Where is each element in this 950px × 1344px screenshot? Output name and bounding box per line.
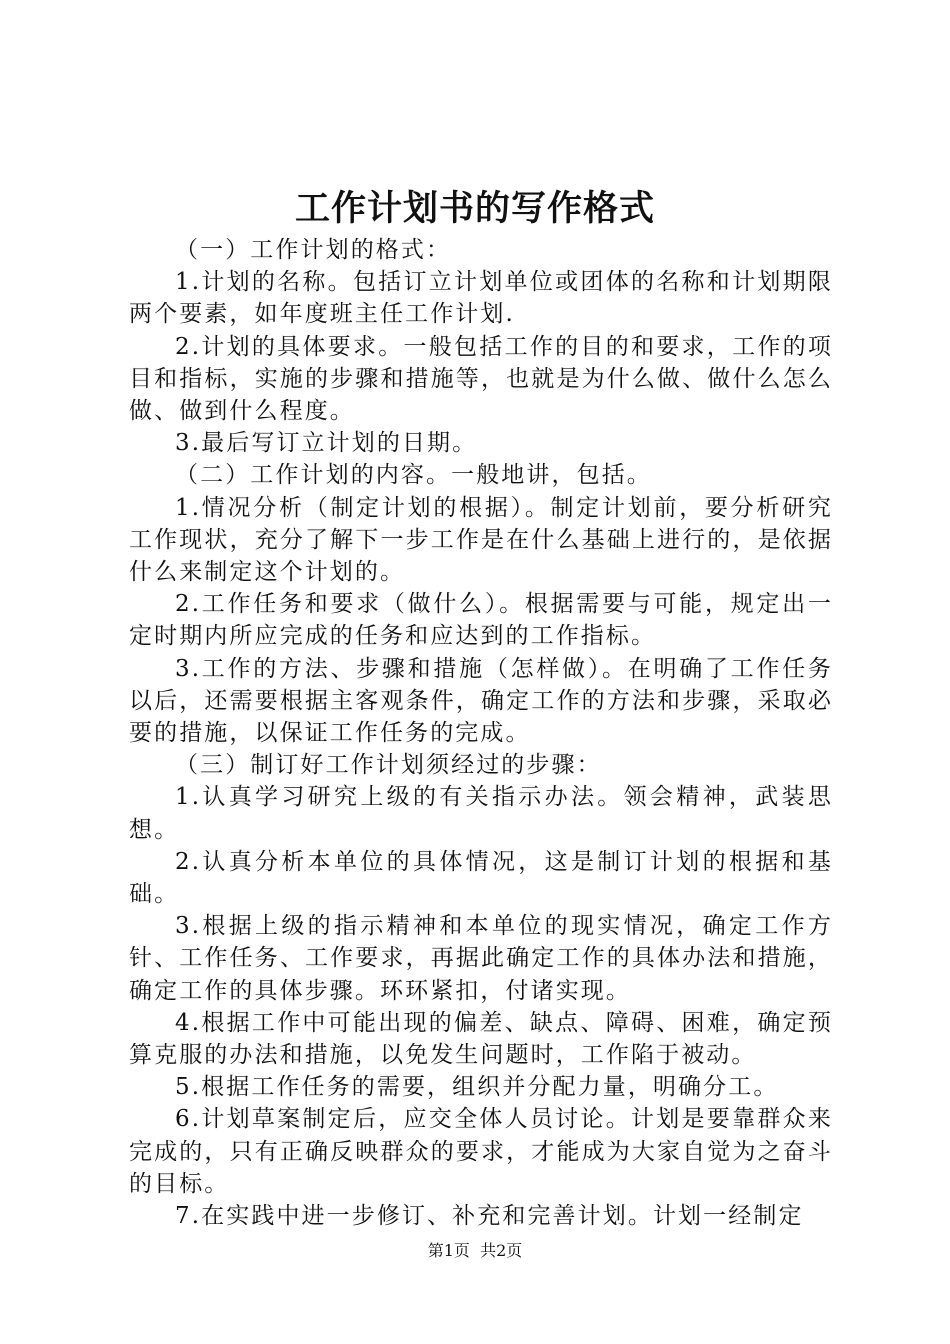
paragraph: 2.认真分析本单位的具体情况，这是制订计划的根据和基础。 [129,848,833,908]
paragraph: 6.计划草案制定后，应交全体人员讨论。计划是要靠群众来完成的，只有正确反映群众的要求，才能成为大家自觉为之奋斗的目标。 [129,1106,833,1197]
paragraph-section-2-heading: （二）工作计划的内容。一般地讲，包括。 [175,462,652,489]
paragraph: 4.根据工作中可能出现的偏差、缺点、障碍、困难，确定预算克服的办法和措施，以免发生问题时，工作陷于被动。 [129,1009,833,1069]
paragraph-section-1-heading: （一）工作计划的格式： [175,237,452,263]
page-number-current: 第1页 [427,1241,470,1260]
paragraph: 7.在实践中进一步修订、补充和完善计划。计划一经制定 [175,1203,804,1230]
paragraph: 1.计划的名称。包括订立计划单位或团体的名称和计划期限两个要素，如年度班主任工作计划. [129,269,833,328]
paragraph: 2.工作任务和要求（做什么）。根据需要与可能，规定出一定时期内所应完成的任务和应达到的工作指标。 [129,591,833,650]
page-number-total: 共2页 [480,1241,523,1260]
paragraph: 2.计划的具体要求。一般包括工作的目的和要求，工作的项目和指标，实施的步骤和措施等，也就是为什么做、做什么怎么做、做到什么程度。 [129,333,833,425]
paragraph: 3.根据上级的指示精神和本单位的现实情况，确定工作方针、工作任务、工作要求，再据此确定工作的具体办法和措施，确定工作的具体步骤。环环紧扣，付诸实现。 [129,913,833,1004]
paragraph: 1.认真学习研究上级的有关指示办法。领会精神，武装思想。 [129,784,833,843]
paragraph-section-3-heading: （三）制订好工作计划须经过的步骤： [175,752,602,779]
page-footer [0,1240,950,1262]
paragraph: 3.工作的方法、步骤和措施（怎样做）。在明确了工作任务以后，还需要根据主客观条件，确定工作的方法和步骤，采取必要的措施，以保证工作任务的完成。 [129,655,833,747]
paragraph: 1.情况分析（制定计划的根据）。制定计划前，要分析研究工作现状，充分了解下一步工作是在什么基础上进行的，是依据什么来制定这个计划的。 [129,494,833,586]
document-title: 工作计划书的写作格式 [294,188,655,229]
document-body [129,234,833,1232]
paragraph: 5.根据工作任务的需要，组织并分配力量，明确分工。 [175,1074,779,1101]
paragraph: 3.最后写订立计划的日期。 [175,430,478,457]
